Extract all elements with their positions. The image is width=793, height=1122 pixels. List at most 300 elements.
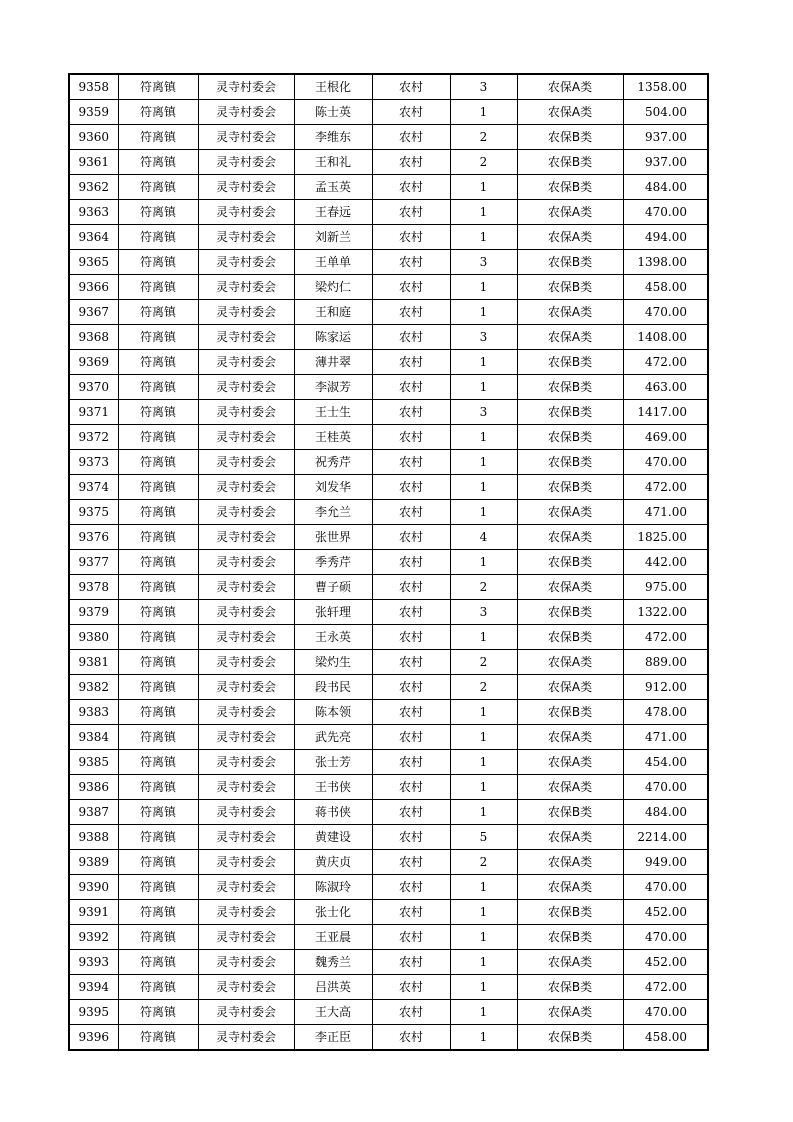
serial-number-cell: 9389: [69, 850, 118, 875]
household-type-cell: 农村: [372, 350, 450, 375]
village-committee-cell: 灵寺村委会: [198, 775, 294, 800]
household-size-cell: 1: [450, 100, 517, 125]
amount-cell: 949.00: [623, 850, 708, 875]
household-type-cell: 农村: [372, 175, 450, 200]
household-size-cell: 5: [450, 825, 517, 850]
insurance-category-cell: 农保A类: [517, 100, 623, 125]
table-row: [69, 475, 708, 500]
amount-cell: 484.00: [623, 800, 708, 825]
household-size-cell: 3: [450, 600, 517, 625]
insurance-category-cell: 农保B类: [517, 550, 623, 575]
name-cell: 张轩理: [294, 600, 372, 625]
town-cell: 符离镇: [118, 900, 198, 925]
household-size-cell: 1: [450, 750, 517, 775]
village-committee-cell: 灵寺村委会: [198, 900, 294, 925]
village-committee-cell: 灵寺村委会: [198, 750, 294, 775]
household-size-cell: 1: [450, 800, 517, 825]
town-cell: 符离镇: [118, 775, 198, 800]
roster-table: [68, 73, 709, 1051]
household-type-cell: 农村: [372, 875, 450, 900]
household-size-cell: 1: [450, 450, 517, 475]
town-cell: 符离镇: [118, 525, 198, 550]
household-size-cell: 1: [450, 275, 517, 300]
table-row: [69, 175, 708, 200]
name-cell: 王春远: [294, 200, 372, 225]
table-row: [69, 500, 708, 525]
household-type-cell: 农村: [372, 375, 450, 400]
amount-cell: 452.00: [623, 950, 708, 975]
household-type-cell: 农村: [372, 700, 450, 725]
amount-cell: 470.00: [623, 925, 708, 950]
amount-cell: 937.00: [623, 125, 708, 150]
village-committee-cell: 灵寺村委会: [198, 600, 294, 625]
table-row: [69, 400, 708, 425]
amount-cell: 975.00: [623, 575, 708, 600]
name-cell: 刘发华: [294, 475, 372, 500]
village-committee-cell: 灵寺村委会: [198, 850, 294, 875]
village-committee-cell: 灵寺村委会: [198, 375, 294, 400]
name-cell: 黄庆贞: [294, 850, 372, 875]
amount-cell: 1322.00: [623, 600, 708, 625]
serial-number-cell: 9375: [69, 500, 118, 525]
household-type-cell: 农村: [372, 425, 450, 450]
name-cell: 王士生: [294, 400, 372, 425]
table-row: [69, 975, 708, 1000]
village-committee-cell: 灵寺村委会: [198, 825, 294, 850]
town-cell: 符离镇: [118, 600, 198, 625]
serial-number-cell: 9370: [69, 375, 118, 400]
village-committee-cell: 灵寺村委会: [198, 475, 294, 500]
village-committee-cell: 灵寺村委会: [198, 175, 294, 200]
town-cell: 符离镇: [118, 275, 198, 300]
serial-number-cell: 9380: [69, 625, 118, 650]
name-cell: 陈士英: [294, 100, 372, 125]
name-cell: 陈本领: [294, 700, 372, 725]
table-row: [69, 350, 708, 375]
insurance-category-cell: 农保B类: [517, 625, 623, 650]
village-committee-cell: 灵寺村委会: [198, 700, 294, 725]
town-cell: 符离镇: [118, 450, 198, 475]
table-row: [69, 300, 708, 325]
amount-cell: 1417.00: [623, 400, 708, 425]
table-row: [69, 375, 708, 400]
household-size-cell: 2: [450, 125, 517, 150]
amount-cell: 1825.00: [623, 525, 708, 550]
household-size-cell: 1: [450, 975, 517, 1000]
household-size-cell: 2: [450, 150, 517, 175]
table-row: [69, 700, 708, 725]
insurance-category-cell: 农保B类: [517, 175, 623, 200]
village-committee-cell: 灵寺村委会: [198, 550, 294, 575]
village-committee-cell: 灵寺村委会: [198, 500, 294, 525]
insurance-category-cell: 农保A类: [517, 200, 623, 225]
insurance-category-cell: 农保A类: [517, 725, 623, 750]
household-size-cell: 1: [450, 375, 517, 400]
insurance-category-cell: 农保B类: [517, 450, 623, 475]
household-type-cell: 农村: [372, 300, 450, 325]
table-row: [69, 225, 708, 250]
household-size-cell: 1: [450, 350, 517, 375]
amount-cell: 458.00: [623, 275, 708, 300]
insurance-category-cell: 农保A类: [517, 950, 623, 975]
amount-cell: 442.00: [623, 550, 708, 575]
insurance-category-cell: 农保B类: [517, 600, 623, 625]
serial-number-cell: 9360: [69, 125, 118, 150]
household-size-cell: 1: [450, 925, 517, 950]
insurance-category-cell: 农保A类: [517, 775, 623, 800]
household-type-cell: 农村: [372, 900, 450, 925]
household-size-cell: 3: [450, 325, 517, 350]
table-row: [69, 675, 708, 700]
household-type-cell: 农村: [372, 200, 450, 225]
serial-number-cell: 9386: [69, 775, 118, 800]
insurance-category-cell: 农保B类: [517, 475, 623, 500]
serial-number-cell: 9392: [69, 925, 118, 950]
amount-cell: 1408.00: [623, 325, 708, 350]
serial-number-cell: 9393: [69, 950, 118, 975]
name-cell: 段书民: [294, 675, 372, 700]
household-size-cell: 1: [450, 550, 517, 575]
village-committee-cell: 灵寺村委会: [198, 525, 294, 550]
table-row: [69, 425, 708, 450]
household-size-cell: 1: [450, 700, 517, 725]
amount-cell: 504.00: [623, 100, 708, 125]
serial-number-cell: 9384: [69, 725, 118, 750]
insurance-category-cell: 农保B类: [517, 150, 623, 175]
table-row: [69, 250, 708, 275]
insurance-category-cell: 农保B类: [517, 900, 623, 925]
household-type-cell: 农村: [372, 400, 450, 425]
household-type-cell: 农村: [372, 650, 450, 675]
village-committee-cell: 灵寺村委会: [198, 125, 294, 150]
village-committee-cell: 灵寺村委会: [198, 325, 294, 350]
household-type-cell: 农村: [372, 575, 450, 600]
insurance-category-cell: 农保A类: [517, 575, 623, 600]
household-type-cell: 农村: [372, 825, 450, 850]
table-row: [69, 1000, 708, 1025]
table-row: [69, 900, 708, 925]
table-row: [69, 575, 708, 600]
table-row: [69, 325, 708, 350]
town-cell: 符离镇: [118, 650, 198, 675]
household-type-cell: 农村: [372, 150, 450, 175]
amount-cell: 470.00: [623, 875, 708, 900]
name-cell: 李淑芳: [294, 375, 372, 400]
household-type-cell: 农村: [372, 1000, 450, 1025]
household-type-cell: 农村: [372, 100, 450, 125]
town-cell: 符离镇: [118, 125, 198, 150]
household-type-cell: 农村: [372, 1025, 450, 1051]
table-row: [69, 600, 708, 625]
name-cell: 李正臣: [294, 1025, 372, 1051]
village-committee-cell: 灵寺村委会: [198, 150, 294, 175]
table-row: [69, 525, 708, 550]
household-type-cell: 农村: [372, 800, 450, 825]
insurance-category-cell: 农保B类: [517, 350, 623, 375]
amount-cell: 472.00: [623, 350, 708, 375]
village-committee-cell: 灵寺村委会: [198, 925, 294, 950]
table-row: [69, 200, 708, 225]
village-committee-cell: 灵寺村委会: [198, 74, 294, 100]
insurance-category-cell: 农保A类: [517, 225, 623, 250]
village-committee-cell: 灵寺村委会: [198, 425, 294, 450]
name-cell: 王永英: [294, 625, 372, 650]
name-cell: 陈家运: [294, 325, 372, 350]
town-cell: 符离镇: [118, 225, 198, 250]
name-cell: 王和礼: [294, 150, 372, 175]
household-size-cell: 3: [450, 74, 517, 100]
table-row: [69, 875, 708, 900]
table-row: [69, 950, 708, 975]
household-size-cell: 2: [450, 575, 517, 600]
village-committee-cell: 灵寺村委会: [198, 1025, 294, 1051]
household-type-cell: 农村: [372, 325, 450, 350]
name-cell: 魏秀兰: [294, 950, 372, 975]
village-committee-cell: 灵寺村委会: [198, 650, 294, 675]
household-size-cell: 3: [450, 250, 517, 275]
amount-cell: 472.00: [623, 625, 708, 650]
insurance-category-cell: 农保B类: [517, 925, 623, 950]
town-cell: 符离镇: [118, 950, 198, 975]
town-cell: 符离镇: [118, 100, 198, 125]
insurance-category-cell: 农保B类: [517, 700, 623, 725]
serial-number-cell: 9358: [69, 74, 118, 100]
insurance-category-cell: 农保A类: [517, 500, 623, 525]
household-type-cell: 农村: [372, 950, 450, 975]
serial-number-cell: 9378: [69, 575, 118, 600]
town-cell: 符离镇: [118, 350, 198, 375]
village-committee-cell: 灵寺村委会: [198, 350, 294, 375]
serial-number-cell: 9381: [69, 650, 118, 675]
insurance-category-cell: 农保A类: [517, 825, 623, 850]
serial-number-cell: 9382: [69, 675, 118, 700]
amount-cell: 470.00: [623, 450, 708, 475]
household-type-cell: 农村: [372, 125, 450, 150]
village-committee-cell: 灵寺村委会: [198, 250, 294, 275]
name-cell: 李允兰: [294, 500, 372, 525]
household-type-cell: 农村: [372, 74, 450, 100]
household-size-cell: 1: [450, 1000, 517, 1025]
table-row: [69, 750, 708, 775]
insurance-category-cell: 农保B类: [517, 800, 623, 825]
town-cell: 符离镇: [118, 1025, 198, 1051]
household-type-cell: 农村: [372, 450, 450, 475]
amount-cell: 2214.00: [623, 825, 708, 850]
insurance-category-cell: 农保B类: [517, 375, 623, 400]
roster-table-body: [69, 74, 708, 1050]
household-size-cell: 1: [450, 425, 517, 450]
serial-number-cell: 9377: [69, 550, 118, 575]
insurance-category-cell: 农保B类: [517, 125, 623, 150]
amount-cell: 452.00: [623, 900, 708, 925]
insurance-category-cell: 农保B类: [517, 400, 623, 425]
insurance-category-cell: 农保B类: [517, 275, 623, 300]
name-cell: 刘新兰: [294, 225, 372, 250]
serial-number-cell: 9391: [69, 900, 118, 925]
household-type-cell: 农村: [372, 250, 450, 275]
household-size-cell: 2: [450, 850, 517, 875]
name-cell: 陈淑玲: [294, 875, 372, 900]
serial-number-cell: 9388: [69, 825, 118, 850]
town-cell: 符离镇: [118, 325, 198, 350]
table-row: [69, 125, 708, 150]
name-cell: 张士化: [294, 900, 372, 925]
insurance-category-cell: 农保B类: [517, 1025, 623, 1051]
town-cell: 符离镇: [118, 725, 198, 750]
town-cell: 符离镇: [118, 300, 198, 325]
amount-cell: 470.00: [623, 200, 708, 225]
amount-cell: 1358.00: [623, 74, 708, 100]
household-size-cell: 1: [450, 1025, 517, 1051]
household-size-cell: 1: [450, 950, 517, 975]
name-cell: 梁灼生: [294, 650, 372, 675]
amount-cell: 463.00: [623, 375, 708, 400]
insurance-category-cell: 农保B类: [517, 425, 623, 450]
amount-cell: 472.00: [623, 975, 708, 1000]
serial-number-cell: 9396: [69, 1025, 118, 1051]
insurance-category-cell: 农保A类: [517, 850, 623, 875]
town-cell: 符离镇: [118, 475, 198, 500]
insurance-category-cell: 农保B类: [517, 250, 623, 275]
town-cell: 符离镇: [118, 675, 198, 700]
table-row: [69, 775, 708, 800]
serial-number-cell: 9366: [69, 275, 118, 300]
amount-cell: 937.00: [623, 150, 708, 175]
household-size-cell: 1: [450, 500, 517, 525]
serial-number-cell: 9395: [69, 1000, 118, 1025]
serial-number-cell: 9376: [69, 525, 118, 550]
serial-number-cell: 9369: [69, 350, 118, 375]
village-committee-cell: 灵寺村委会: [198, 575, 294, 600]
household-size-cell: 2: [450, 650, 517, 675]
household-type-cell: 农村: [372, 600, 450, 625]
village-committee-cell: 灵寺村委会: [198, 875, 294, 900]
table-row: [69, 1025, 708, 1051]
village-committee-cell: 灵寺村委会: [198, 800, 294, 825]
insurance-category-cell: 农保A类: [517, 525, 623, 550]
serial-number-cell: 9371: [69, 400, 118, 425]
village-committee-cell: 灵寺村委会: [198, 225, 294, 250]
village-committee-cell: 灵寺村委会: [198, 725, 294, 750]
household-type-cell: 农村: [372, 475, 450, 500]
serial-number-cell: 9390: [69, 875, 118, 900]
name-cell: 王书侠: [294, 775, 372, 800]
table-row: [69, 850, 708, 875]
town-cell: 符离镇: [118, 150, 198, 175]
town-cell: 符离镇: [118, 1000, 198, 1025]
town-cell: 符离镇: [118, 425, 198, 450]
insurance-category-cell: 农保A类: [517, 1000, 623, 1025]
town-cell: 符离镇: [118, 500, 198, 525]
amount-cell: 889.00: [623, 650, 708, 675]
insurance-category-cell: 农保A类: [517, 875, 623, 900]
town-cell: 符离镇: [118, 700, 198, 725]
insurance-category-cell: 农保A类: [517, 650, 623, 675]
household-type-cell: 农村: [372, 550, 450, 575]
household-type-cell: 农村: [372, 925, 450, 950]
amount-cell: 1398.00: [623, 250, 708, 275]
village-committee-cell: 灵寺村委会: [198, 975, 294, 1000]
town-cell: 符离镇: [118, 200, 198, 225]
amount-cell: 469.00: [623, 425, 708, 450]
amount-cell: 471.00: [623, 725, 708, 750]
table-row: [69, 625, 708, 650]
household-size-cell: 1: [450, 775, 517, 800]
serial-number-cell: 9387: [69, 800, 118, 825]
table-row: [69, 450, 708, 475]
name-cell: 李维东: [294, 125, 372, 150]
insurance-category-cell: 农保A类: [517, 74, 623, 100]
amount-cell: 484.00: [623, 175, 708, 200]
serial-number-cell: 9365: [69, 250, 118, 275]
amount-cell: 470.00: [623, 775, 708, 800]
village-committee-cell: 灵寺村委会: [198, 1000, 294, 1025]
serial-number-cell: 9364: [69, 225, 118, 250]
name-cell: 王根化: [294, 74, 372, 100]
amount-cell: 458.00: [623, 1025, 708, 1051]
name-cell: 王亚晨: [294, 925, 372, 950]
town-cell: 符离镇: [118, 175, 198, 200]
table-row: [69, 925, 708, 950]
household-type-cell: 农村: [372, 225, 450, 250]
name-cell: 王和庭: [294, 300, 372, 325]
amount-cell: 472.00: [623, 475, 708, 500]
insurance-category-cell: 农保A类: [517, 750, 623, 775]
serial-number-cell: 9373: [69, 450, 118, 475]
table-row: [69, 74, 708, 100]
household-size-cell: 1: [450, 625, 517, 650]
village-committee-cell: 灵寺村委会: [198, 300, 294, 325]
household-size-cell: 1: [450, 900, 517, 925]
serial-number-cell: 9361: [69, 150, 118, 175]
amount-cell: 470.00: [623, 1000, 708, 1025]
amount-cell: 478.00: [623, 700, 708, 725]
name-cell: 祝秀芹: [294, 450, 372, 475]
amount-cell: 454.00: [623, 750, 708, 775]
serial-number-cell: 9394: [69, 975, 118, 1000]
serial-number-cell: 9359: [69, 100, 118, 125]
town-cell: 符离镇: [118, 400, 198, 425]
name-cell: 季秀芹: [294, 550, 372, 575]
name-cell: 蒋书侠: [294, 800, 372, 825]
town-cell: 符离镇: [118, 625, 198, 650]
serial-number-cell: 9374: [69, 475, 118, 500]
household-size-cell: 1: [450, 725, 517, 750]
household-type-cell: 农村: [372, 675, 450, 700]
name-cell: 梁灼仁: [294, 275, 372, 300]
table-row: [69, 100, 708, 125]
household-type-cell: 农村: [372, 850, 450, 875]
table-row: [69, 550, 708, 575]
household-size-cell: 1: [450, 300, 517, 325]
amount-cell: 471.00: [623, 500, 708, 525]
town-cell: 符离镇: [118, 925, 198, 950]
insurance-category-cell: 农保A类: [517, 300, 623, 325]
amount-cell: 494.00: [623, 225, 708, 250]
town-cell: 符离镇: [118, 375, 198, 400]
town-cell: 符离镇: [118, 250, 198, 275]
name-cell: 王桂英: [294, 425, 372, 450]
name-cell: 薄井翠: [294, 350, 372, 375]
name-cell: 武先亮: [294, 725, 372, 750]
serial-number-cell: 9367: [69, 300, 118, 325]
insurance-category-cell: 农保A类: [517, 325, 623, 350]
table-row: [69, 650, 708, 675]
household-type-cell: 农村: [372, 975, 450, 1000]
village-committee-cell: 灵寺村委会: [198, 100, 294, 125]
serial-number-cell: 9379: [69, 600, 118, 625]
village-committee-cell: 灵寺村委会: [198, 275, 294, 300]
